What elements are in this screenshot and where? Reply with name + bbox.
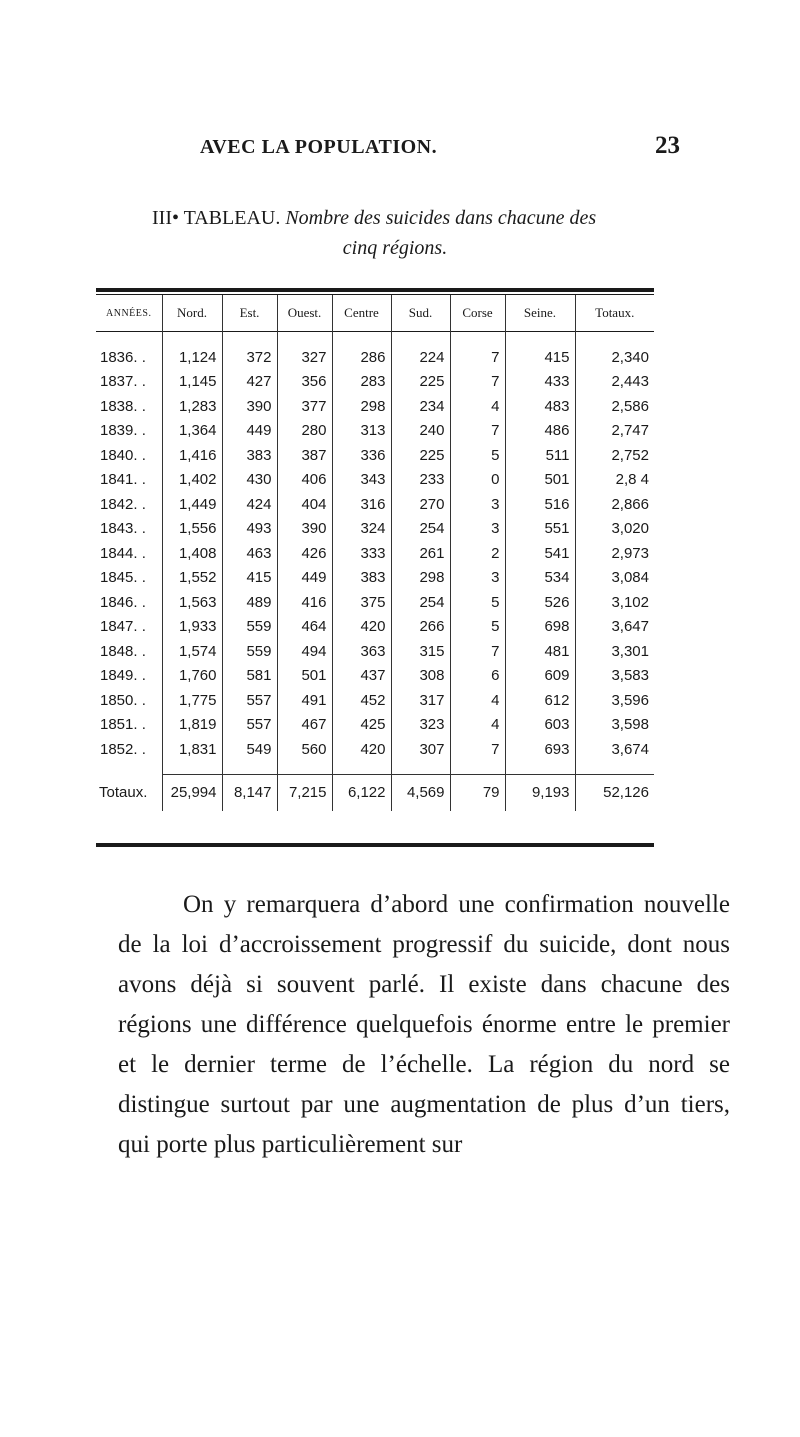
value-cell: 491 [277, 688, 332, 713]
value-cell: 427 [222, 370, 277, 395]
table-row [96, 713, 654, 738]
value-cell: 317 [391, 688, 450, 713]
value-cell: 375 [332, 590, 391, 615]
value-cell: 2,973 [611, 544, 649, 562]
value-cell: 557 [222, 688, 277, 713]
value-cell: 1,775 [162, 688, 222, 713]
value-cell: 1,402 [162, 468, 222, 493]
table-row [96, 517, 654, 542]
table-body [96, 331, 654, 811]
year-cell: 1837. . [96, 370, 162, 395]
total-cell: 52,126 [575, 774, 654, 811]
value-cell: 7 [450, 345, 505, 370]
total-cell: 9,193 [505, 774, 575, 811]
year-cell: 1836. . [96, 345, 162, 370]
value-cell: 551 [505, 517, 575, 542]
year-cell: 1849. . [96, 664, 162, 689]
value-cell: 449 [222, 419, 277, 444]
value-cell: 560 [277, 737, 332, 762]
value-cell: 1,831 [162, 737, 222, 762]
value-cell: 420 [332, 615, 391, 640]
value-cell: 425 [332, 713, 391, 738]
column-header: Corse [450, 295, 505, 331]
value-cell: 372 [222, 345, 277, 370]
totals-label: Totaux. [96, 774, 162, 811]
value-cell: 416 [277, 590, 332, 615]
value-cell: 383 [222, 443, 277, 468]
year-cell: 1839. . [96, 419, 162, 444]
value-cell: 0 [450, 468, 505, 493]
value-cell: 452 [332, 688, 391, 713]
year-cell: 1842. . [96, 492, 162, 517]
table-row [96, 419, 654, 444]
page-number: 23 [655, 132, 680, 159]
value-cell: 1,760 [162, 664, 222, 689]
value-cell: 234 [391, 394, 450, 419]
column-header: Nord. [162, 295, 222, 331]
value-cell: 3 [450, 492, 505, 517]
value-cell: 424 [222, 492, 277, 517]
value-cell: 1,933 [162, 615, 222, 640]
value-cell: 7 [450, 370, 505, 395]
year-cell: 1838. . [96, 394, 162, 419]
value-cell: 1,408 [162, 541, 222, 566]
year-cell: 1845. . [96, 566, 162, 591]
value-cell: 2,443 [611, 373, 649, 391]
table-row [96, 566, 654, 591]
value-cell: 1,449 [162, 492, 222, 517]
value-cell: 526 [505, 590, 575, 615]
value-cell: 5 [450, 615, 505, 640]
value-cell: 1,416 [162, 443, 222, 468]
value-cell: 3,596 [611, 691, 649, 709]
value-cell: 7 [450, 737, 505, 762]
table-row [96, 492, 654, 517]
total-cell: 79 [450, 774, 505, 811]
value-cell: 2,752 [611, 446, 649, 464]
value-cell: 1,145 [162, 370, 222, 395]
value-cell: 280 [277, 419, 332, 444]
value-cell: 406 [277, 468, 332, 493]
value-cell: 1,563 [162, 590, 222, 615]
value-cell: 225 [391, 370, 450, 395]
table-row [96, 664, 654, 689]
value-cell: 1,124 [162, 345, 222, 370]
value-cell: 270 [391, 492, 450, 517]
total-cell: 8,147 [222, 774, 277, 811]
value-cell: 1,574 [162, 639, 222, 664]
table-row [96, 541, 654, 566]
value-cell: 2,866 [611, 495, 649, 513]
value-cell: 383 [332, 566, 391, 591]
value-cell: 486 [505, 419, 575, 444]
column-header: Totaux. [595, 305, 635, 320]
value-cell: 3 [450, 566, 505, 591]
value-cell: 3,102 [611, 593, 649, 611]
table-row [96, 688, 654, 713]
year-cell: 1850. . [96, 688, 162, 713]
body-paragraph [118, 885, 730, 1165]
total-cell: 4,569 [391, 774, 450, 811]
value-cell: 307 [391, 737, 450, 762]
value-cell: 3,020 [611, 520, 649, 538]
value-cell: 581 [222, 664, 277, 689]
value-cell: 493 [222, 517, 277, 542]
table-row [96, 639, 654, 664]
value-cell: 449 [277, 566, 332, 591]
table-row [96, 345, 654, 370]
value-cell: 483 [505, 394, 575, 419]
table-row [96, 443, 654, 468]
value-cell: 308 [391, 664, 450, 689]
year-cell: 1844. . [96, 541, 162, 566]
value-cell: 1,552 [162, 566, 222, 591]
value-cell: 609 [505, 664, 575, 689]
value-cell: 390 [277, 517, 332, 542]
running-header [200, 132, 680, 166]
table-title-part1: Nombre des suicides dans chacune des [285, 207, 597, 229]
value-cell: 7 [450, 419, 505, 444]
value-cell: 3,084 [611, 569, 649, 587]
value-cell: 387 [277, 443, 332, 468]
table-bottom-rule [96, 843, 654, 847]
value-cell: 1,283 [162, 394, 222, 419]
table-title-part2: cinq régions. [342, 237, 448, 259]
value-cell: 377 [277, 394, 332, 419]
value-cell: 557 [222, 713, 277, 738]
value-cell: 3,598 [611, 716, 649, 734]
total-cell: 6,122 [332, 774, 391, 811]
value-cell: 481 [505, 639, 575, 664]
value-cell: 3,301 [611, 642, 649, 660]
value-cell: 541 [505, 541, 575, 566]
table-header-row [96, 295, 654, 331]
year-cell: 1852. . [96, 737, 162, 762]
value-cell: 333 [332, 541, 391, 566]
value-cell: 254 [391, 517, 450, 542]
value-cell: 603 [505, 713, 575, 738]
value-cell: 233 [391, 468, 450, 493]
value-cell: 2,8 4 [615, 471, 649, 489]
value-cell: 327 [277, 345, 332, 370]
value-cell: 390 [222, 394, 277, 419]
value-cell: 266 [391, 615, 450, 640]
total-cell: 7,215 [277, 774, 332, 811]
value-cell: 4 [450, 688, 505, 713]
table-row [96, 370, 654, 395]
table-row [96, 615, 654, 640]
value-cell: 7 [450, 639, 505, 664]
year-cell: 1840. . [96, 443, 162, 468]
value-cell: 516 [505, 492, 575, 517]
value-cell: 356 [277, 370, 332, 395]
value-cell: 286 [332, 345, 391, 370]
value-cell: 494 [277, 639, 332, 664]
value-cell: 3,647 [611, 618, 649, 636]
body-text: On y remarquera d’abord une confirmation nouvelle de la loi d’accroissement progressif du suicide, dont nous avons déjà si souvent parlé. Il existe dans chacune des régions une différence quelquefois énorme entre le premier et le dernier terme de l’échelle. La région du nord se distingue surtout par une augmentation de plus d’un tiers, qui porte plus particulièrement sur [118, 891, 730, 1158]
value-cell: 224 [391, 345, 450, 370]
table-row [96, 590, 654, 615]
year-cell: 1848. . [96, 639, 162, 664]
table-caption [120, 203, 740, 263]
column-header: Est. [222, 295, 277, 331]
value-cell: 464 [277, 615, 332, 640]
value-cell: 1,364 [162, 419, 222, 444]
table-top-rule [96, 288, 654, 292]
year-cell: 1846. . [96, 590, 162, 615]
value-cell: 363 [332, 639, 391, 664]
value-cell: 433 [505, 370, 575, 395]
table-row [96, 737, 654, 762]
value-cell: 2,586 [611, 397, 649, 415]
value-cell: 511 [505, 443, 575, 468]
value-cell: 489 [222, 590, 277, 615]
value-cell: 1,556 [162, 517, 222, 542]
running-title: AVEC LA POPULATION. [200, 136, 438, 158]
value-cell: 415 [505, 345, 575, 370]
value-cell: 254 [391, 590, 450, 615]
year-cell: 1851. . [96, 713, 162, 738]
value-cell: 240 [391, 419, 450, 444]
value-cell: 316 [332, 492, 391, 517]
value-cell: 225 [391, 443, 450, 468]
value-cell: 6 [450, 664, 505, 689]
value-cell: 693 [505, 737, 575, 762]
value-cell: 336 [332, 443, 391, 468]
totals-row [96, 774, 654, 811]
value-cell: 3 [450, 517, 505, 542]
value-cell: 5 [450, 443, 505, 468]
table-label: III• TABLEAU. [152, 207, 281, 229]
value-cell: 4 [450, 394, 505, 419]
value-cell: 467 [277, 713, 332, 738]
value-cell: 1,819 [162, 713, 222, 738]
value-cell: 559 [222, 639, 277, 664]
value-cell: 698 [505, 615, 575, 640]
value-cell: 4 [450, 713, 505, 738]
value-cell: 5 [450, 590, 505, 615]
value-cell: 426 [277, 541, 332, 566]
value-cell: 298 [332, 394, 391, 419]
value-cell: 612 [505, 688, 575, 713]
value-cell: 549 [222, 737, 277, 762]
value-cell: 415 [222, 566, 277, 591]
column-header: ANNÉES. [96, 295, 162, 331]
value-cell: 343 [332, 468, 391, 493]
value-cell: 261 [391, 541, 450, 566]
column-header: Seine. [505, 295, 575, 331]
value-cell: 283 [332, 370, 391, 395]
value-cell: 420 [332, 737, 391, 762]
value-cell: 324 [332, 517, 391, 542]
value-cell: 404 [277, 492, 332, 517]
value-cell: 501 [505, 468, 575, 493]
value-cell: 463 [222, 541, 277, 566]
value-cell: 323 [391, 713, 450, 738]
year-cell: 1843. . [96, 517, 162, 542]
value-cell: 298 [391, 566, 450, 591]
value-cell: 2,747 [611, 422, 649, 440]
value-cell: 534 [505, 566, 575, 591]
value-cell: 315 [391, 639, 450, 664]
value-cell: 3,674 [611, 740, 649, 758]
column-header: Ouest. [277, 295, 332, 331]
column-header: Centre [332, 295, 391, 331]
table-row [96, 394, 654, 419]
value-cell: 437 [332, 664, 391, 689]
year-cell: 1841. . [96, 468, 162, 493]
value-cell: 3,583 [611, 667, 649, 685]
value-cell: 313 [332, 419, 391, 444]
total-cell: 25,994 [162, 774, 222, 811]
value-cell: 2 [450, 541, 505, 566]
value-cell: 501 [277, 664, 332, 689]
suicides-table [96, 288, 654, 848]
value-cell: 430 [222, 468, 277, 493]
data-table [96, 295, 654, 811]
value-cell: 559 [222, 615, 277, 640]
value-cell: 2,340 [611, 348, 649, 366]
year-cell: 1847. . [96, 615, 162, 640]
table-row [96, 468, 654, 493]
column-header: Sud. [391, 295, 450, 331]
